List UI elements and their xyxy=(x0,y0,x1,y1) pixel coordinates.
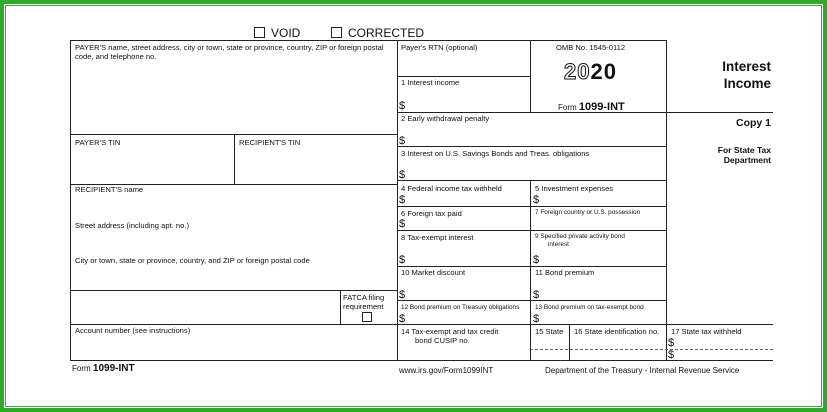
box11-dollar: $ xyxy=(533,289,540,301)
state-dash-line xyxy=(530,349,773,350)
box4-label: 4 Federal income tax withheld xyxy=(401,184,502,193)
box1-label: 1 Interest income xyxy=(401,78,460,87)
box12-dollar: $ xyxy=(399,313,406,325)
box8-dollar: $ xyxy=(399,254,406,266)
top-border xyxy=(70,40,666,41)
box11-label: 11 Bond premium xyxy=(535,268,595,277)
corrected-label: CORRECTED xyxy=(348,26,425,40)
box14-label-2: bond CUSIP no. xyxy=(415,336,470,345)
box13-dollar: $ xyxy=(533,313,540,325)
line-box6-bottom xyxy=(397,230,667,231)
line-right-title xyxy=(666,112,773,113)
department-label: Department xyxy=(723,155,771,165)
line-box2-bottom xyxy=(397,146,667,147)
divider-mid-right xyxy=(530,180,531,360)
box6-label: 6 Foreign tax paid xyxy=(401,209,462,218)
left-border xyxy=(70,40,71,360)
divider-fatca xyxy=(340,290,341,324)
payer-info-label: PAYER'S name, street address, city or town, state or province, country, ZIP or foreign postal code, and telephone no. xyxy=(75,43,384,61)
box17-dollar-2: $ xyxy=(668,349,675,361)
line-box8-bottom xyxy=(397,266,667,267)
city-label: City or town, state or province, country, and ZIP or foreign postal code xyxy=(75,256,310,265)
box6-dollar: $ xyxy=(399,218,406,230)
tax-year-outline: 20 xyxy=(564,59,591,84)
copy-label: Copy 1 xyxy=(735,117,771,129)
account-label: Account number (see instructions) xyxy=(75,326,191,335)
fatca-checkbox[interactable] xyxy=(362,312,372,322)
box8-label: 8 Tax-exempt interest xyxy=(401,233,474,242)
divider-tin xyxy=(234,134,235,184)
box1-dollar: $ xyxy=(399,100,406,112)
box5-dollar: $ xyxy=(533,194,540,206)
line-payer-bottom xyxy=(70,134,397,135)
tax-year xyxy=(564,59,617,85)
line-box1-bottom xyxy=(397,112,667,113)
omb-form-name xyxy=(558,101,625,113)
box17-dollar-1: $ xyxy=(668,337,675,349)
void-label: VOID xyxy=(271,26,301,40)
line-box10-bottom xyxy=(397,300,667,301)
box13-label: 13 Bond premium on tax-exempt bond xyxy=(535,304,644,311)
line-fatca-top xyxy=(70,290,397,291)
divider-left-mid xyxy=(397,40,398,360)
footer-form-prefix: Form xyxy=(72,364,91,373)
fatca-label-1: FATCA filing xyxy=(343,293,385,302)
box12-label: 12 Bond premium on Treasury obligations xyxy=(401,304,520,311)
footer-dept: Department of the Treasury - Internal Revenue Service xyxy=(545,366,740,375)
box2-label: 2 Early withdrawal penalty xyxy=(401,114,490,123)
footer-form-name xyxy=(72,363,135,374)
corrected-checkbox[interactable] xyxy=(331,27,342,38)
line-box3-bottom xyxy=(397,180,667,181)
line-rtn-bottom xyxy=(397,76,530,77)
footer-url: www.irs.gov/Form1099INT xyxy=(399,366,494,375)
line-box12-bottom xyxy=(397,324,773,325)
box5-label: 5 Investment expenses xyxy=(535,184,614,193)
recipient-tin-label: RECIPIENT'S TIN xyxy=(239,138,301,147)
rtn-label: Payer's RTN (optional) xyxy=(401,43,478,52)
box2-dollar: $ xyxy=(399,135,406,147)
line-account-top xyxy=(70,324,397,325)
footer-form-number: 1099-INT xyxy=(92,363,135,374)
recipient-name-label: RECIPIENT'S name xyxy=(75,185,144,194)
box17-label: 17 State tax withheld xyxy=(671,327,742,336)
divider-right xyxy=(666,40,667,360)
box3-dollar: $ xyxy=(399,169,406,181)
omb-form-prefix: Form xyxy=(558,103,577,112)
box10-label: 10 Market discount xyxy=(401,268,466,277)
tax-year-bold: 20 xyxy=(590,59,617,84)
box4-dollar: $ xyxy=(399,194,406,206)
omb-label: OMB No. 1545-0112 xyxy=(556,43,626,52)
street-label: Street address (including apt. no.) xyxy=(75,221,189,230)
title-interest: Interest xyxy=(722,59,771,74)
box16-label: 16 State identification no. xyxy=(574,327,660,336)
void-checkbox[interactable] xyxy=(254,27,265,38)
box14-label-1: 14 Tax-exempt and tax credit xyxy=(401,327,499,336)
line-box4-bottom xyxy=(397,206,667,207)
box9-label-1: 9 Specified private activity bond xyxy=(535,233,625,240)
fatca-label-2: requirement xyxy=(343,302,384,311)
box9-label-2: interest xyxy=(548,241,569,248)
payer-tin-label: PAYER'S TIN xyxy=(75,138,121,147)
title-income: Income xyxy=(723,76,771,91)
for-state-tax: For State Tax xyxy=(717,145,771,155)
divider-box15 xyxy=(569,324,570,360)
box7-label: 7 Foreign country or U.S. possession xyxy=(535,209,641,216)
box9-dollar: $ xyxy=(533,254,540,266)
divider-omb xyxy=(530,40,531,112)
box3-label: 3 Interest on U.S. Savings Bonds and Treas. obligations xyxy=(401,149,590,158)
omb-form-number: 1099-INT xyxy=(578,101,625,113)
box15-label: 15 State xyxy=(535,327,564,336)
box10-dollar: $ xyxy=(399,289,406,301)
